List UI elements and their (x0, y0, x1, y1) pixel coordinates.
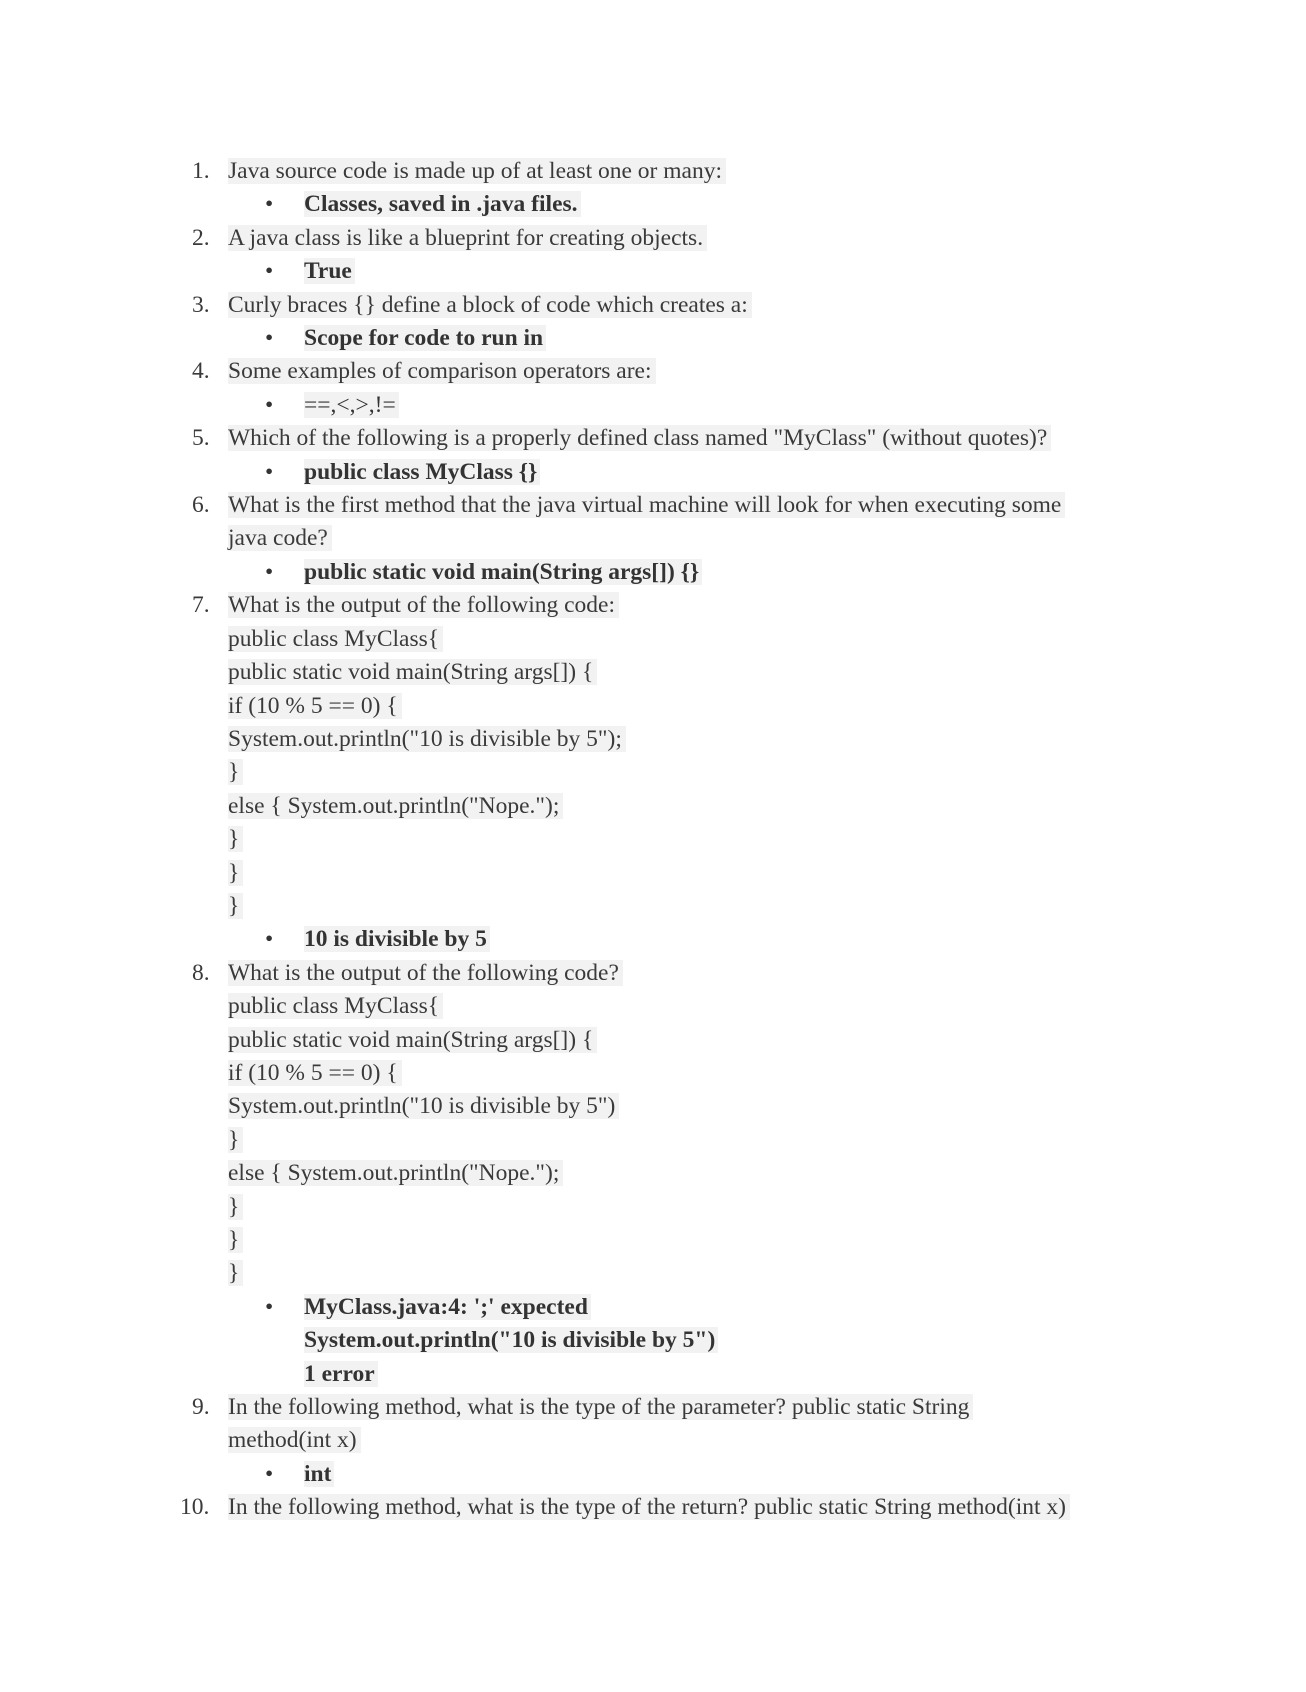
answer-text: ==,<,>,!= (304, 392, 399, 418)
bullet-icon: • (265, 458, 274, 485)
bullet-icon: • (265, 258, 274, 285)
code-line: System.out.println("10 is divisible by 5") (228, 1093, 619, 1119)
question-number: 2. (192, 224, 210, 251)
question-3 (180, 289, 1140, 322)
answer-2 (180, 255, 1140, 288)
code-line: } (228, 1260, 243, 1286)
answer-4 (180, 389, 1140, 422)
answer-7 (180, 923, 1140, 956)
answer-text: Scope for code to run in (304, 325, 546, 351)
answer-8 (180, 1291, 1140, 1391)
code-line: public class MyClass{ (228, 993, 443, 1019)
question-number: 1. (192, 158, 210, 184)
code-line: } (228, 893, 243, 919)
code-line: } (228, 759, 243, 785)
question-text: A java class is like a blueprint for creating objects. (228, 225, 707, 251)
bullet-icon: • (265, 391, 274, 418)
answer-text: public static void main(String args[]) {} (304, 559, 702, 585)
bullet-icon: • (265, 325, 274, 352)
code-line: else { System.out.println("Nope."); (228, 1160, 563, 1186)
answer-5 (180, 456, 1140, 489)
code-line: } (228, 1127, 243, 1153)
question-text: What is the output of the following code: (228, 592, 619, 618)
code-line: } (228, 860, 243, 886)
question-text: Curly braces {} define a block of code which creates a: (228, 292, 752, 318)
code-line: public static void main(String args[]) { (228, 659, 597, 685)
code-line: } (228, 1194, 243, 1220)
code-block (228, 623, 1140, 924)
bullet-icon: • (265, 191, 274, 218)
code-block (228, 990, 1140, 1291)
answer-text: Classes, saved in .java files. (304, 191, 581, 217)
answer-text: int (304, 1461, 334, 1487)
question-text: Some examples of comparison operators are: (228, 358, 656, 384)
bullet-icon: • (265, 926, 274, 953)
question-text: In the following method, what is the type of the return? public static String method(int x) (228, 1494, 1070, 1520)
answer-6 (180, 556, 1140, 589)
answer-text-line: MyClass.java:4: ';' expected (304, 1294, 591, 1320)
bullet-icon: • (265, 1460, 274, 1487)
question-text-line: method(int x) (228, 1427, 361, 1453)
code-line: if (10 % 5 == 0) { (228, 693, 402, 719)
answer-text: 10 is divisible by 5 (304, 926, 490, 952)
question-5 (180, 422, 1140, 455)
answer-3 (180, 322, 1140, 355)
code-line: public class MyClass{ (228, 626, 443, 652)
question-text-line: What is the first method that the java virtual machine will look for when executing some (228, 492, 1065, 518)
answer-text: public class MyClass {} (304, 459, 540, 485)
code-line: public static void main(String args[]) { (228, 1027, 597, 1053)
code-line: else { System.out.println("Nope."); (228, 793, 563, 819)
question-text: Java source code is made up of at least one or many: (228, 158, 726, 184)
question-number: 10. (180, 1494, 210, 1521)
code-line: } (228, 1227, 243, 1253)
question-text: What is the output of the following code? (228, 960, 623, 986)
question-6 (180, 489, 1140, 556)
question-8 (180, 957, 1140, 1291)
answer-text-line: 1 error (304, 1361, 378, 1387)
question-text-line: In the following method, what is the type of the parameter? public static String (228, 1394, 973, 1420)
question-number: 7. (192, 592, 210, 619)
quiz-document (180, 155, 1140, 1525)
question-text: Which of the following is a properly defined class named "MyClass" (without quotes)? (228, 425, 1051, 451)
answer-9 (180, 1458, 1140, 1491)
question-number: 4. (192, 358, 210, 385)
answer-text-line: System.out.println("10 is divisible by 5") (304, 1327, 718, 1353)
bullet-icon: • (265, 1293, 274, 1320)
code-line: } (228, 826, 243, 852)
answer-text: True (304, 258, 355, 284)
question-2 (180, 222, 1140, 255)
question-number: 5. (192, 425, 210, 452)
code-line: if (10 % 5 == 0) { (228, 1060, 402, 1086)
answer-1 (180, 188, 1140, 221)
question-1 (180, 155, 1140, 188)
question-10 (180, 1491, 1140, 1524)
question-text-line: java code? (228, 525, 332, 551)
question-9 (180, 1391, 1140, 1458)
question-number: 9. (192, 1394, 210, 1421)
question-7 (180, 589, 1140, 923)
code-line: System.out.println("10 is divisible by 5"); (228, 726, 626, 752)
question-number: 3. (192, 291, 210, 318)
question-number: 8. (192, 959, 210, 986)
bullet-icon: • (265, 558, 274, 585)
question-4 (180, 355, 1140, 388)
question-number: 6. (192, 492, 210, 519)
